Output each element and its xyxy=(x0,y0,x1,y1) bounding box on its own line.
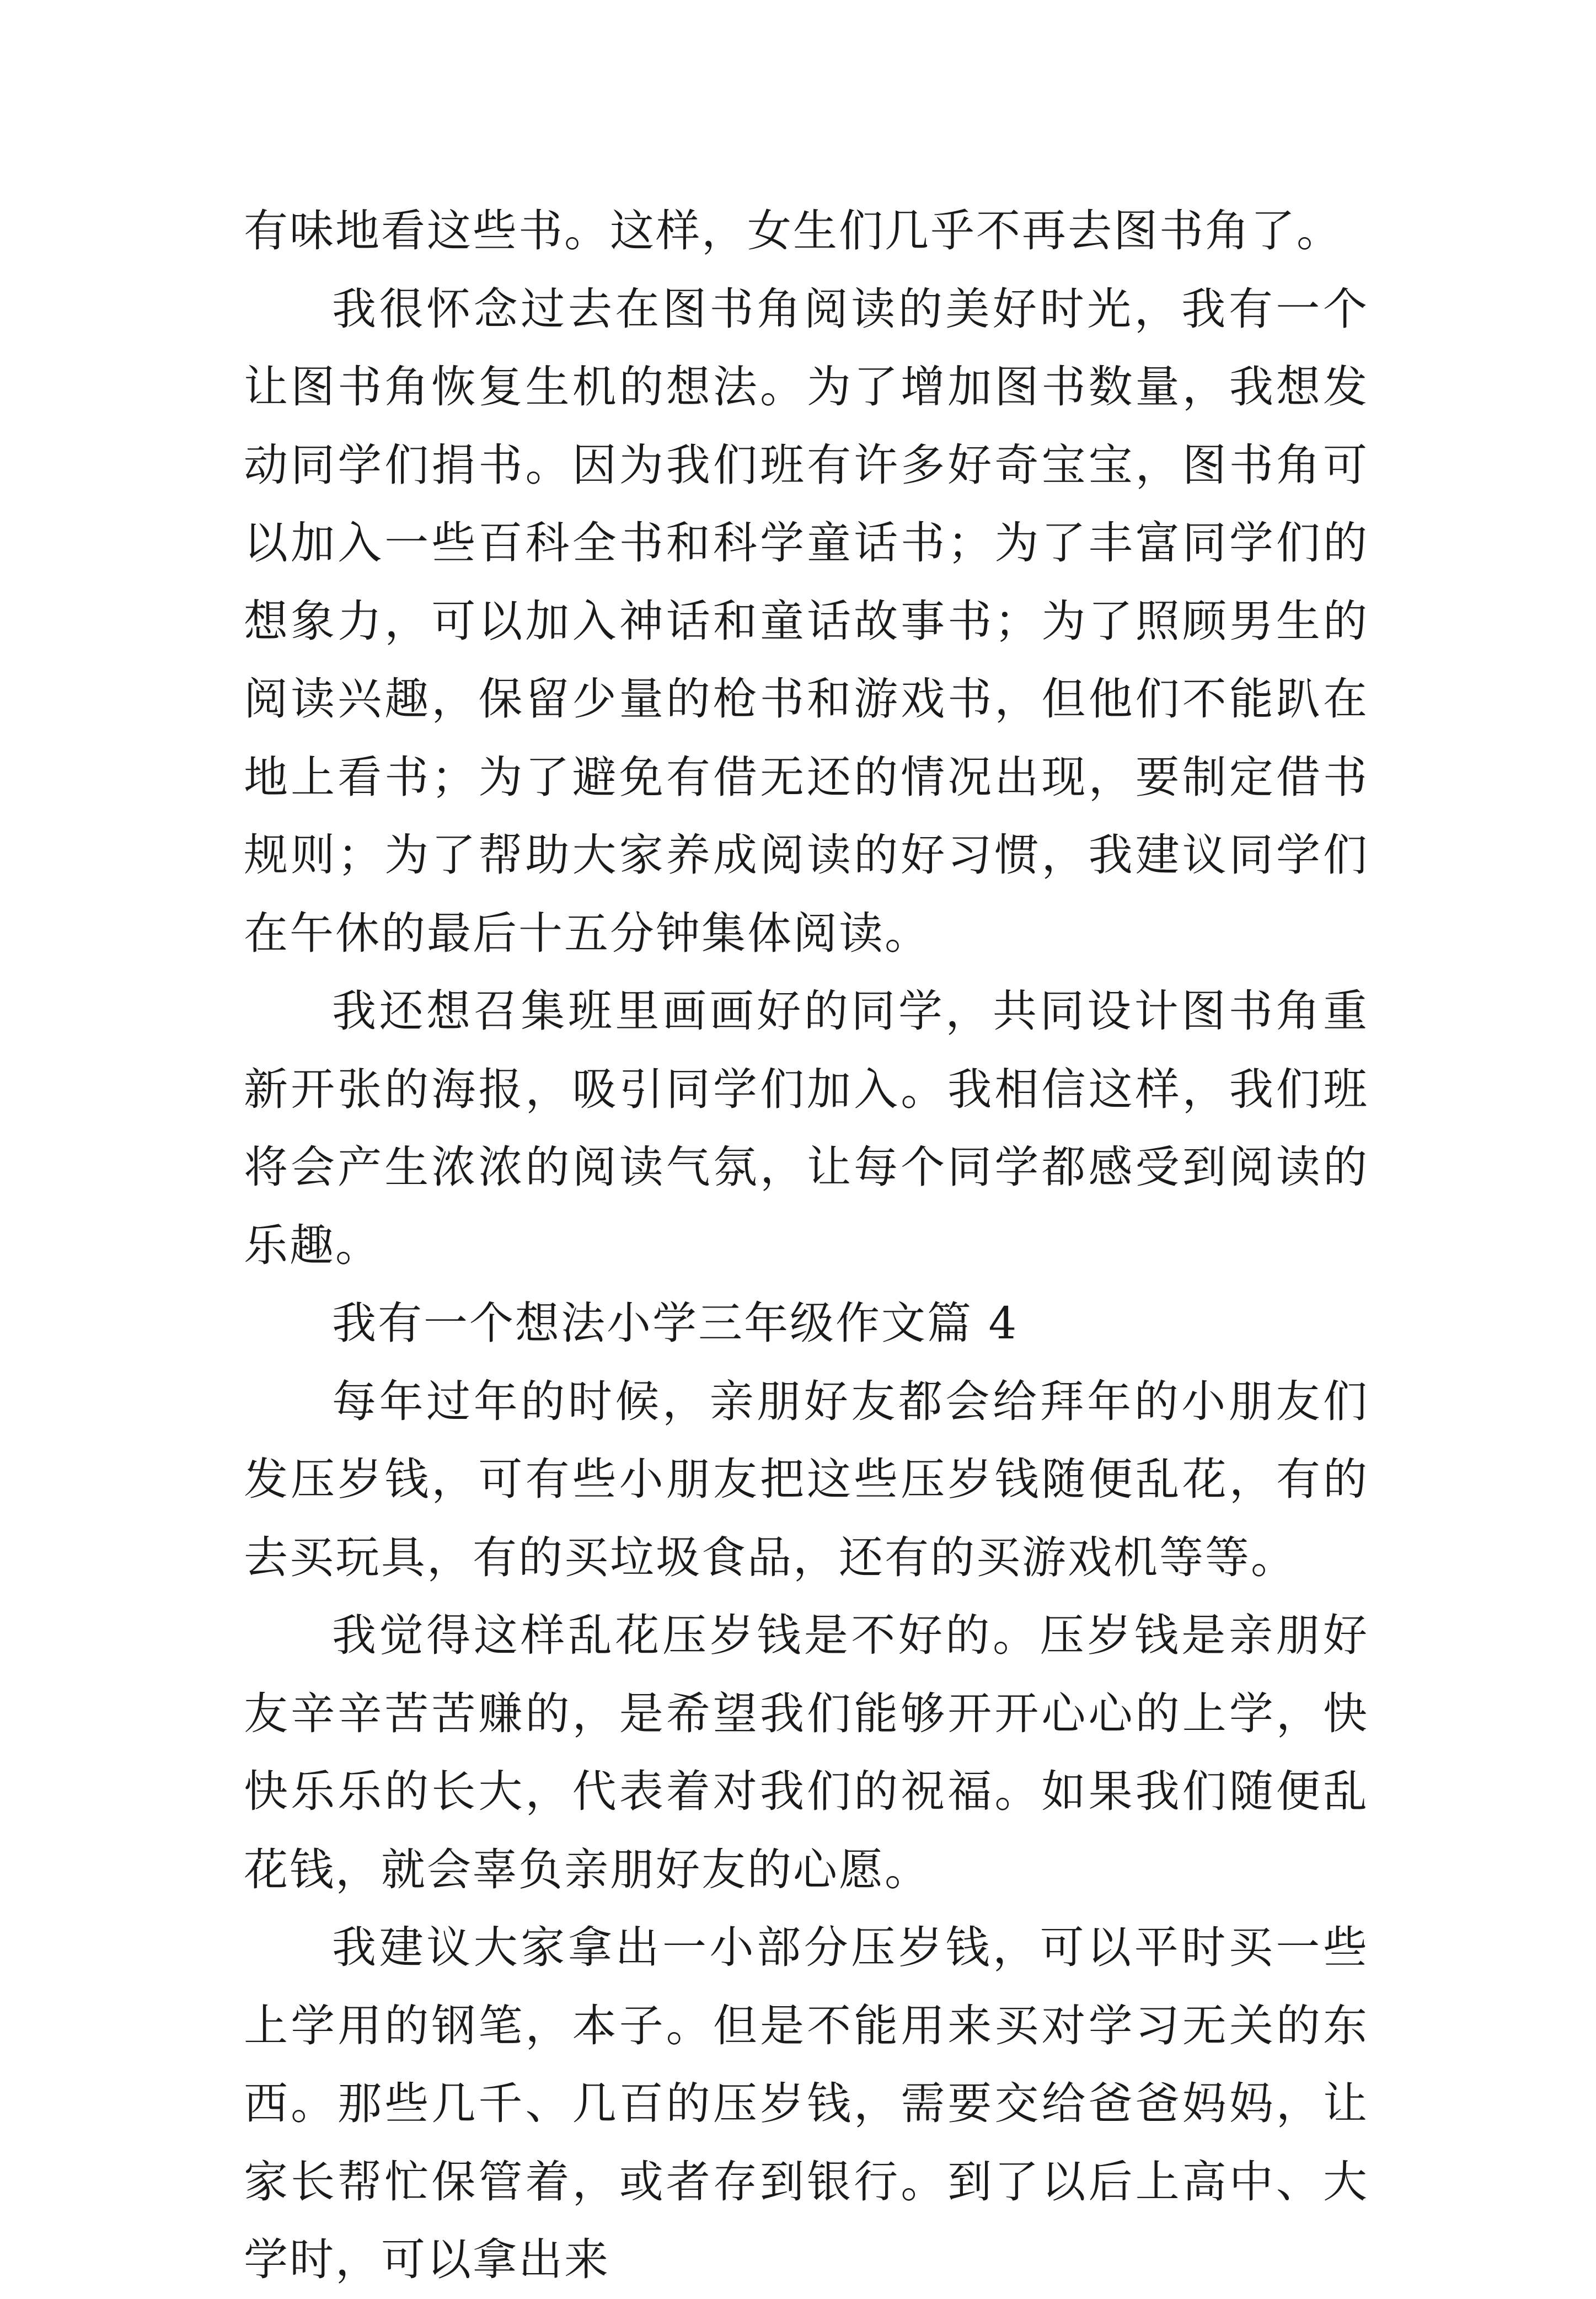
paragraph-poster: 我还想召集班里画画好的同学，共同设计图书角重新开张的海报，吸引同学们加入。我相信这样，我们班将会产生浓浓的阅读气氛，让每个同学都感受到阅读的乐趣。 xyxy=(244,985,1369,1271)
essay-body xyxy=(244,192,1369,2299)
paragraph-continuation: 有味地看这些书。这样，女生们几乎不再去图书角了。 xyxy=(244,205,1342,256)
paragraph-new-year: 每年过年的时候，亲朋好友都会给拜年的小朋友们发压岁钱，可有些小朋友把这些压岁钱随便乱花，有的去买玩具，有的买垃圾食品，还有的买游戏机等等。 xyxy=(244,1375,1369,1583)
paragraph-opinion: 我觉得这样乱花压岁钱是不好的。压岁钱是亲朋好友辛辛苦苦赚的，是希望我们能够开开心心的上学，快快乐乐的长大，代表着对我们的祝福。如果我们随便乱花钱，就会辜负亲朋好友的心愿。 xyxy=(244,1610,1369,1895)
paragraph-library-idea: 我很怀念过去在图书角阅读的美好时光，我有一个让图书角恢复生机的想法。为了增加图书数量，我想发动同学们捐书。因为我们班有许多好奇宝宝，图书角可以加入一些百科全书和科学童话书；为了丰富同学们的想象力，可以加入神话和童话故事书；为了照顾男生的阅读兴趣，保留少量的枪书和游戏书，但他们不能趴在地上看书；为了避免有借无还的情况出现，要制定借书规则；为了帮助大家养成阅读的好习惯，我建议同学们在午休的最后十五分钟集体阅读。 xyxy=(244,283,1369,959)
paragraph-suggestion: 我建议大家拿出一小部分压岁钱，可以平时买一些上学用的钢笔，本子。但是不能用来买对学习无关的东西。那些几千、几百的压岁钱，需要交给爸爸妈妈，让家长帮忙保管着，或者存到银行。到了以后上高中、大学时，可以拿出来 xyxy=(244,1922,1369,2285)
section-heading: 我有一个想法小学三年级作文篇 4 xyxy=(332,1298,1019,1349)
